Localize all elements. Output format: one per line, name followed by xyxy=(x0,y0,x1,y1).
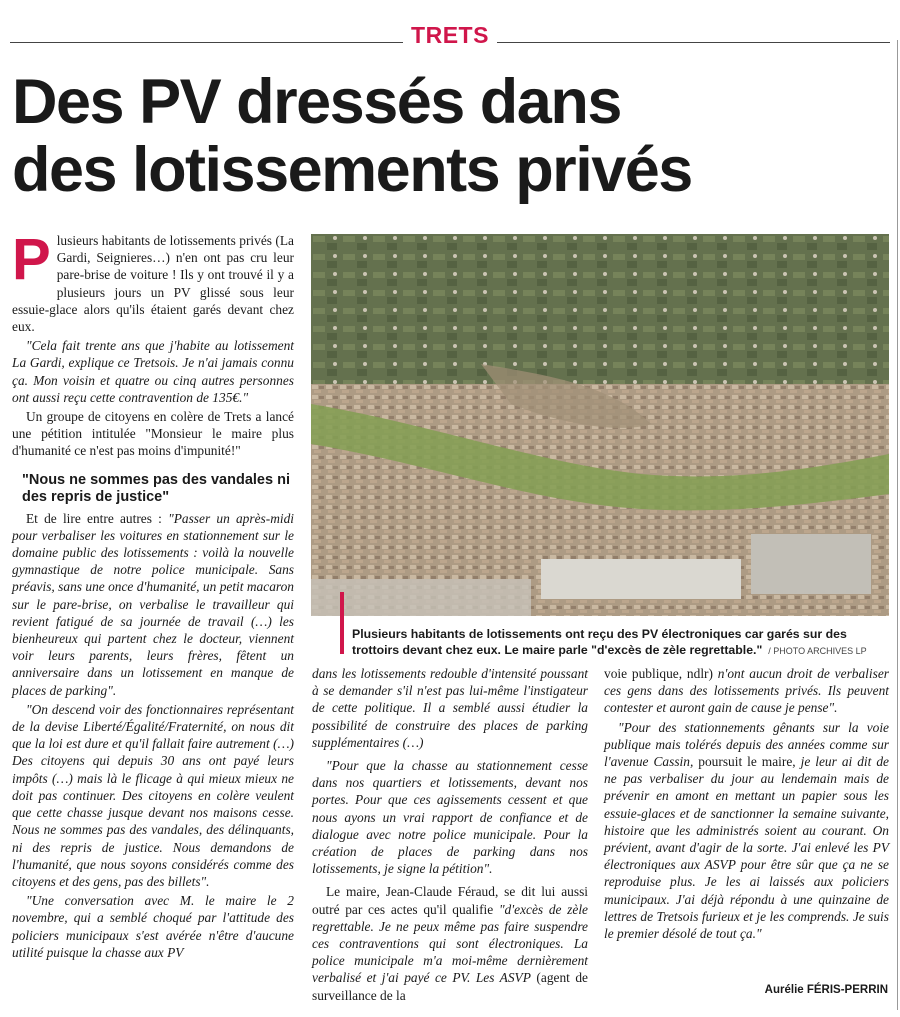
article-column-1 xyxy=(12,227,295,963)
article-column-2 xyxy=(312,665,588,1006)
rubric-label: TRETS xyxy=(403,22,497,48)
petition-paragraph: Un groupe de citoyens en colère de Trets a lancé une pétition intitulée "Monsieur le maire plus d'humanité ce n'est pas moins d'impunité!" xyxy=(12,409,294,459)
headline-line-1: Des PV dressés dans xyxy=(12,67,621,137)
col2-paragraph-1: dans les lotissements redouble d'intensité poussant à se demander s'il n'est pas lui-même l'instigateur de cette politique. Il a semblé aussi étudier la possibilité de construire des places de parking supplémentaires (…) xyxy=(312,666,588,750)
photo-caption: Plusieurs habitants de lotissements ont reçu des PV électroniques car garés sur des trottoirs devant chez eux. Le maire parle "d'excès de zèle regrettable." / PHOTO ARCHIVES LP xyxy=(352,627,867,657)
article-column-3 xyxy=(604,665,889,944)
col2-paragraph-3: Le maire, Jean-Claude Féraud, se dit lui aussi outré par ces actes qu'il qualifie "d'excès de zèle regrettable. Je ne peux même pas faire suspendre ces contraventions qui sont électroniques. La police municipale m'a moi-même dernièrement verbalisé et j'ai payé ce PV. Les ASVP (agent de surveillance de la xyxy=(312,884,588,1003)
section-rubric xyxy=(0,22,900,49)
headline xyxy=(12,68,872,204)
petition-quote-paragraph: Et de lire entre autres : "Passer un après-midi pour verbaliser les voitures en stationnement sur le domaine public des lotissements : voilà la nouvelle gymnastique de notre police municipale. Sans préavis, sans une once d'humanité, un petit macaron sur le pare-brise, on verbalise le travailleur qui revient fatigué de sa journée de travail (…) les bienheureux qui partent chez le docteur, viennent voir leurs parents, leurs frères, fêtent un anniversaire dans un lotissement en manque de places de parking". xyxy=(12,510,295,698)
author-byline: Aurélie FÉRIS-PERRIN xyxy=(764,984,888,996)
col2-paragraph-2: "Pour que la chasse au stationnement cesse dans nos quartiers et lotissements, devant nos portes. Pour que ces agissements cessent et que nous ayons un vrai rapport de confiance et de dialogue avec notre police municipale. Pour la création de places de parking dans nos lotissements, je signe la pétition". xyxy=(312,758,588,877)
subheading: "Nous ne sommes pas des vandales ni des repris de justice" xyxy=(22,471,290,505)
drop-cap: P xyxy=(12,227,51,292)
citizens-quote-paragraph: "On descend voir des fonctionnaires représentant de la devise Liberté/Égalité/Fraternité, on nous dit que la loi est dure et qu'il fallait faire autrement (…) Des citoyens qui depuis 30 ans ont payé leurs impôts (…) mais là le flicage à qui mieux mieux ne doit pas continuer. Des citoyens en colère veulent que cette chasse jusque devant nos maisons cesse. Nous ne sommes pas des vandales, des délinquants, ni des repris de justice. Nous demandons de l'humanité, que nous soyons considérés comme des citoyens et des gens, pas des billets". xyxy=(12,701,294,889)
lead-paragraph: Plusieurs habitants de lotissements privés (La Gardi, Seignieres…) n'en ont pas cru leur pare-brise de voiture ! Ils y ont trouvé il y a plusieurs jours un PV glissé sous leur essuie-glace alors qu'ils étaient garés devant chez eux. xyxy=(12,227,294,335)
col3-paragraph-1: voie publique, ndlr) n'ont aucun droit de verbaliser ces gens dans des lotissements privés. Ils peuvent contester et auront gain de cause je pense". xyxy=(604,666,889,716)
col3-paragraph-2: "Pour des stationnements gênants sur la voie publique mais tolérés depuis des années comme sur l'avenue Cassin, poursuit le maire, je leur ai dit de ne pas verbaliser du jour au lendemain mais de prévenir en amont en mettant un papier sous les essuie-glaces et de sanctionner la semaine suivante, histoire que les administrés soient au courant. On prévient, avant d'agir de la sorte. J'ai enlevé les PV électroniques aux ASVP pour être sûr que ça ne se reproduise plus. Je les ai laissés aux policiers municipaux. J'ai déjà répondu à une quinzaine de lettres de Tretsois furieux et je les comprends. Je suis le premier désolé de tout ça." xyxy=(604,719,889,942)
caption-accent-bar xyxy=(340,592,344,654)
photo-credit: / PHOTO ARCHIVES LP xyxy=(768,646,867,656)
page-edge-rule xyxy=(897,40,898,1010)
headline-line-2: des lotissements privés xyxy=(12,135,692,205)
conversation-paragraph: "Une conversation avec M. le maire le 2 novembre, qui a semblé choqué par l'attitude des policiers municipaux s'est avérée n'être d'aucune utilité puisque la chasse aux PV xyxy=(12,893,294,960)
aerial-photo xyxy=(311,234,889,616)
quote-paragraph: "Cela fait trente ans que j'habite au lotissement La Gardi, explique ce Tretsois. Je n'ai jamais connu ça. Mon voisin et quatre ou cinq autres personnes ont aussi reçu cette contravention de 135€." xyxy=(12,338,294,405)
